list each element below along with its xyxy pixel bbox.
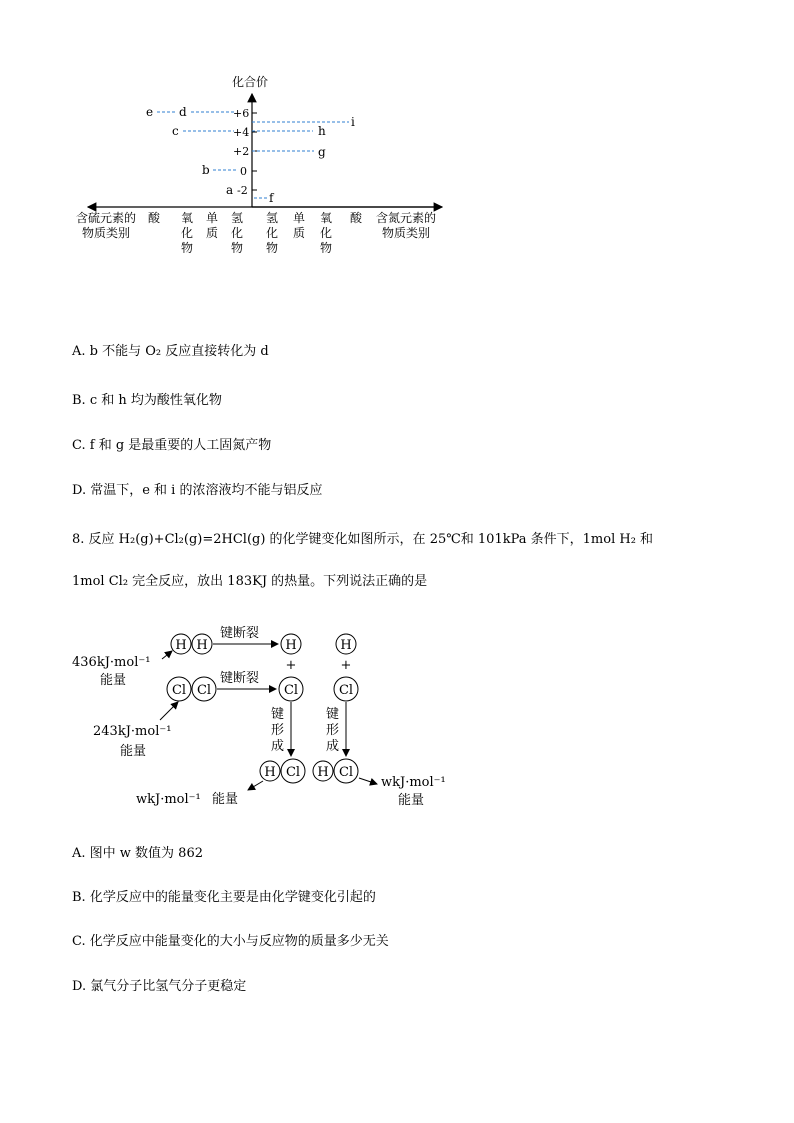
bond-break-label-1: 键断裂 [220,626,260,641]
y-axis-title: 化合价 [232,75,269,89]
tick-plus6: +6 [233,107,250,120]
tick-minus2: -2 [237,184,248,197]
energy-w-right-word: 能量 [398,793,425,808]
point-h: h [318,124,326,138]
atom-label: Cl [338,683,354,698]
atom-label: Cl [171,683,187,698]
point-b: b [202,163,210,177]
cat-s-hydride-2: 化 [231,226,244,240]
cat-n-hydride-3: 物 [266,241,279,255]
x-right-title-2: 物质类别 [382,226,431,240]
cat-s-oxide-1: 氧 [181,211,194,225]
bond-break-label-2: 键断裂 [220,671,260,686]
point-c: c [172,124,179,138]
energy-h2-word: 能量 [100,673,127,688]
cat-n-element-2: 质 [293,226,306,240]
cat-s-element-2: 质 [206,226,219,240]
q7-option-d: D. 常温下，e 和 i 的浓溶液均不能与铝反应 [72,483,323,498]
cat-n-hydride-1: 氢 [266,211,279,225]
cat-s-element-1: 单 [206,211,219,225]
atom-label: Cl [283,683,299,698]
q8-option-d: D. 氯气分子比氢气分子更稳定 [72,979,247,994]
q7-option-b: B. c 和 h 均为酸性氧化物 [72,393,222,408]
bond-form-1-b: 形 [271,723,285,738]
energy-w-left: wkJ·mol⁻¹ [136,792,201,807]
atom-label: H [264,765,276,780]
plus-sign: + [285,658,297,673]
point-a: a [226,183,234,197]
bond-form-1-c: 成 [271,739,285,754]
q8-option-b: B. 化学反应中的能量变化主要是由化学键变化引起的 [72,890,376,905]
cat-s-hydride-1: 氢 [231,211,244,225]
bond-form-2-a: 键 [326,707,340,722]
q7-option-c: C. f 和 g 是最重要的人工固氮产物 [72,438,272,453]
atom-label: Cl [196,683,212,698]
bond-form-2-b: 形 [326,723,340,738]
cat-n-acid: 酸 [350,211,363,225]
q8-option-a: A. 图中 w 数值为 862 [72,846,203,861]
cat-n-hydride-2: 化 [266,226,279,240]
bond-form-1-a: 键 [271,707,285,722]
atom-label: Cl [338,765,354,780]
energy-h2-value: 436kJ·mol⁻¹ [72,655,151,670]
point-g: g [318,145,326,159]
valence-diagram [0,60,794,260]
tick-plus4: +4 [233,126,250,139]
atom-label: H [340,638,352,653]
cat-n-oxide-2: 化 [320,226,333,240]
atom-label: H [317,765,329,780]
point-d: d [179,105,187,119]
q8-stem-line2: 1mol Cl₂ 完全反应，放出 183KJ 的热量。下列说法正确的是 [72,574,428,589]
point-f: f [269,191,274,205]
x-left-title-1: 含硫元素的 [76,211,137,225]
plus-sign: + [340,658,352,673]
q8-stem-line1: 8. 反应 H₂(g)+Cl₂(g)=2HCl(g) 的化学键变化如图所示，在 25℃和 101kPa 条件下，1mol H₂ 和 [72,532,654,547]
energy-cl2-value: 243kJ·mol⁻¹ [93,724,172,739]
q7-option-a: A. b 不能与 O₂ 反应直接转化为 d [72,344,269,359]
q8-option-c: C. 化学反应中能量变化的大小与反应物的质量多少无关 [72,934,389,949]
bond-form-2-c: 成 [326,739,340,754]
atom-label: H [285,638,297,653]
atom-label: H [196,638,208,653]
cat-s-hydride-3: 物 [231,241,244,255]
tick-zero: 0 [240,165,247,178]
bond-energy-diagram [0,615,794,815]
energy-w-left-word: 能量 [212,792,239,807]
cat-s-acid: 酸 [148,211,161,225]
cat-s-oxide-3: 物 [181,241,194,255]
x-left-title-2: 物质类别 [82,226,131,240]
cat-s-oxide-2: 化 [181,226,194,240]
point-e: e [146,105,154,119]
atom-label: H [175,638,187,653]
cat-n-oxide-3: 物 [320,241,333,255]
cat-n-element-1: 单 [293,211,306,225]
x-right-title-1: 含氮元素的 [376,211,437,225]
cat-n-oxide-1: 氧 [320,211,333,225]
atom-label: Cl [285,765,301,780]
point-i: i [351,115,355,129]
energy-cl2-word: 能量 [120,744,147,759]
tick-plus2: +2 [233,145,250,158]
energy-w-right: wkJ·mol⁻¹ [381,775,446,790]
